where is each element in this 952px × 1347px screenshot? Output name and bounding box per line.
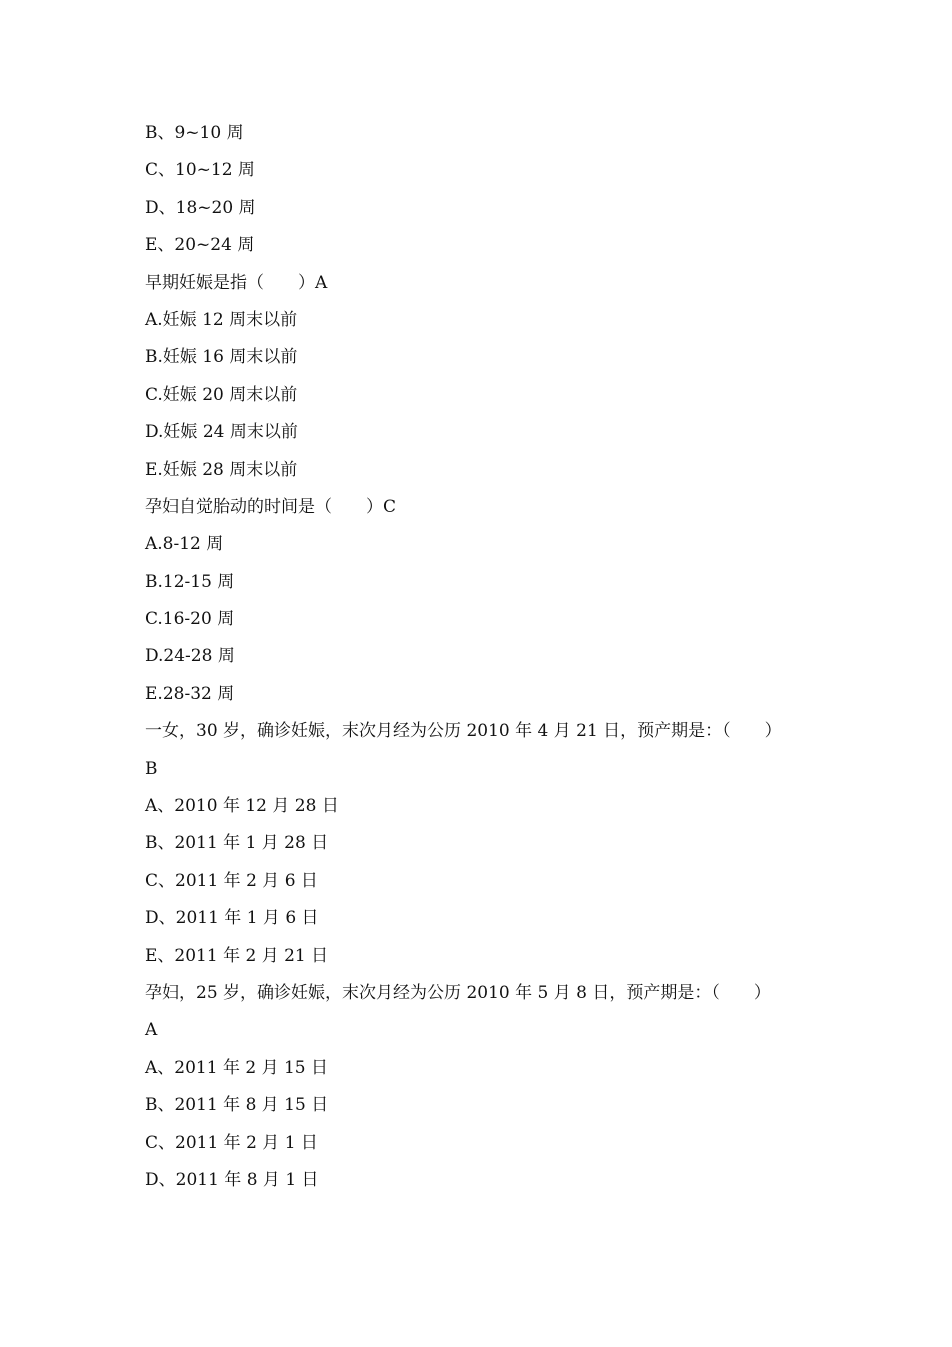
option-line: E、20~24 周 [145,235,255,256]
option-line: A、2010 年 12 月 28 日 [145,796,339,817]
option-line: A、2011 年 2 月 15 日 [145,1057,329,1078]
option-line: D.24-28 周 [145,646,235,667]
option-line: E、2011 年 2 月 21 日 [145,945,329,966]
option-line: B.妊娠 16 周末以前 [145,347,298,368]
option-line: C、10~12 周 [145,160,255,181]
option-line: B.12-15 周 [145,571,235,592]
option-line: C.16-20 周 [145,609,235,630]
question-stem-close: ） [753,982,771,1003]
question-stem-text: 一女，30 岁，确诊妊娠，末次月经为公历 2010 年 4 月 21 日，预产期是：（ [145,721,731,742]
question-stem [145,713,825,750]
option-line: B、2011 年 8 月 15 日 [145,1095,329,1116]
option-line: D、18~20 周 [145,197,256,218]
option-line: A.8-12 周 [145,534,224,555]
question-stem [145,975,825,1012]
document-content [145,115,825,1199]
option-line: C、2011 年 2 月 1 日 [145,1132,318,1153]
question-answer: ）A [298,272,328,293]
option-line: E.28-32 周 [145,683,235,704]
question-stem-text: 孕妇，25 岁，确诊妊娠，末次月经为公历 2010 年 5 月 8 日，预产期是：（ [145,982,720,1003]
question-stem [145,489,825,526]
option-line: B、9~10 周 [145,123,244,143]
question-answer: B [145,758,158,779]
option-line: D、2011 年 8 月 1 日 [145,1169,319,1190]
option-line: C.妊娠 20 周末以前 [145,384,298,405]
question-stem-text: 早期妊娠是指（ [145,272,264,293]
question-stem-text: 孕妇自觉胎动的时间是（ [145,496,332,517]
option-line: B、2011 年 1 月 28 日 [145,833,329,854]
question-answer: ）C [366,496,397,517]
option-line: A.妊娠 12 周末以前 [145,309,298,330]
option-line: D、2011 年 1 月 6 日 [145,908,319,929]
question-stem [145,265,825,302]
question-stem-close: ） [764,721,782,742]
question-answer: A [145,1020,158,1041]
option-line: E.妊娠 28 周末以前 [145,459,298,480]
option-line: C、2011 年 2 月 6 日 [145,870,318,891]
option-line: D.妊娠 24 周末以前 [145,422,298,443]
